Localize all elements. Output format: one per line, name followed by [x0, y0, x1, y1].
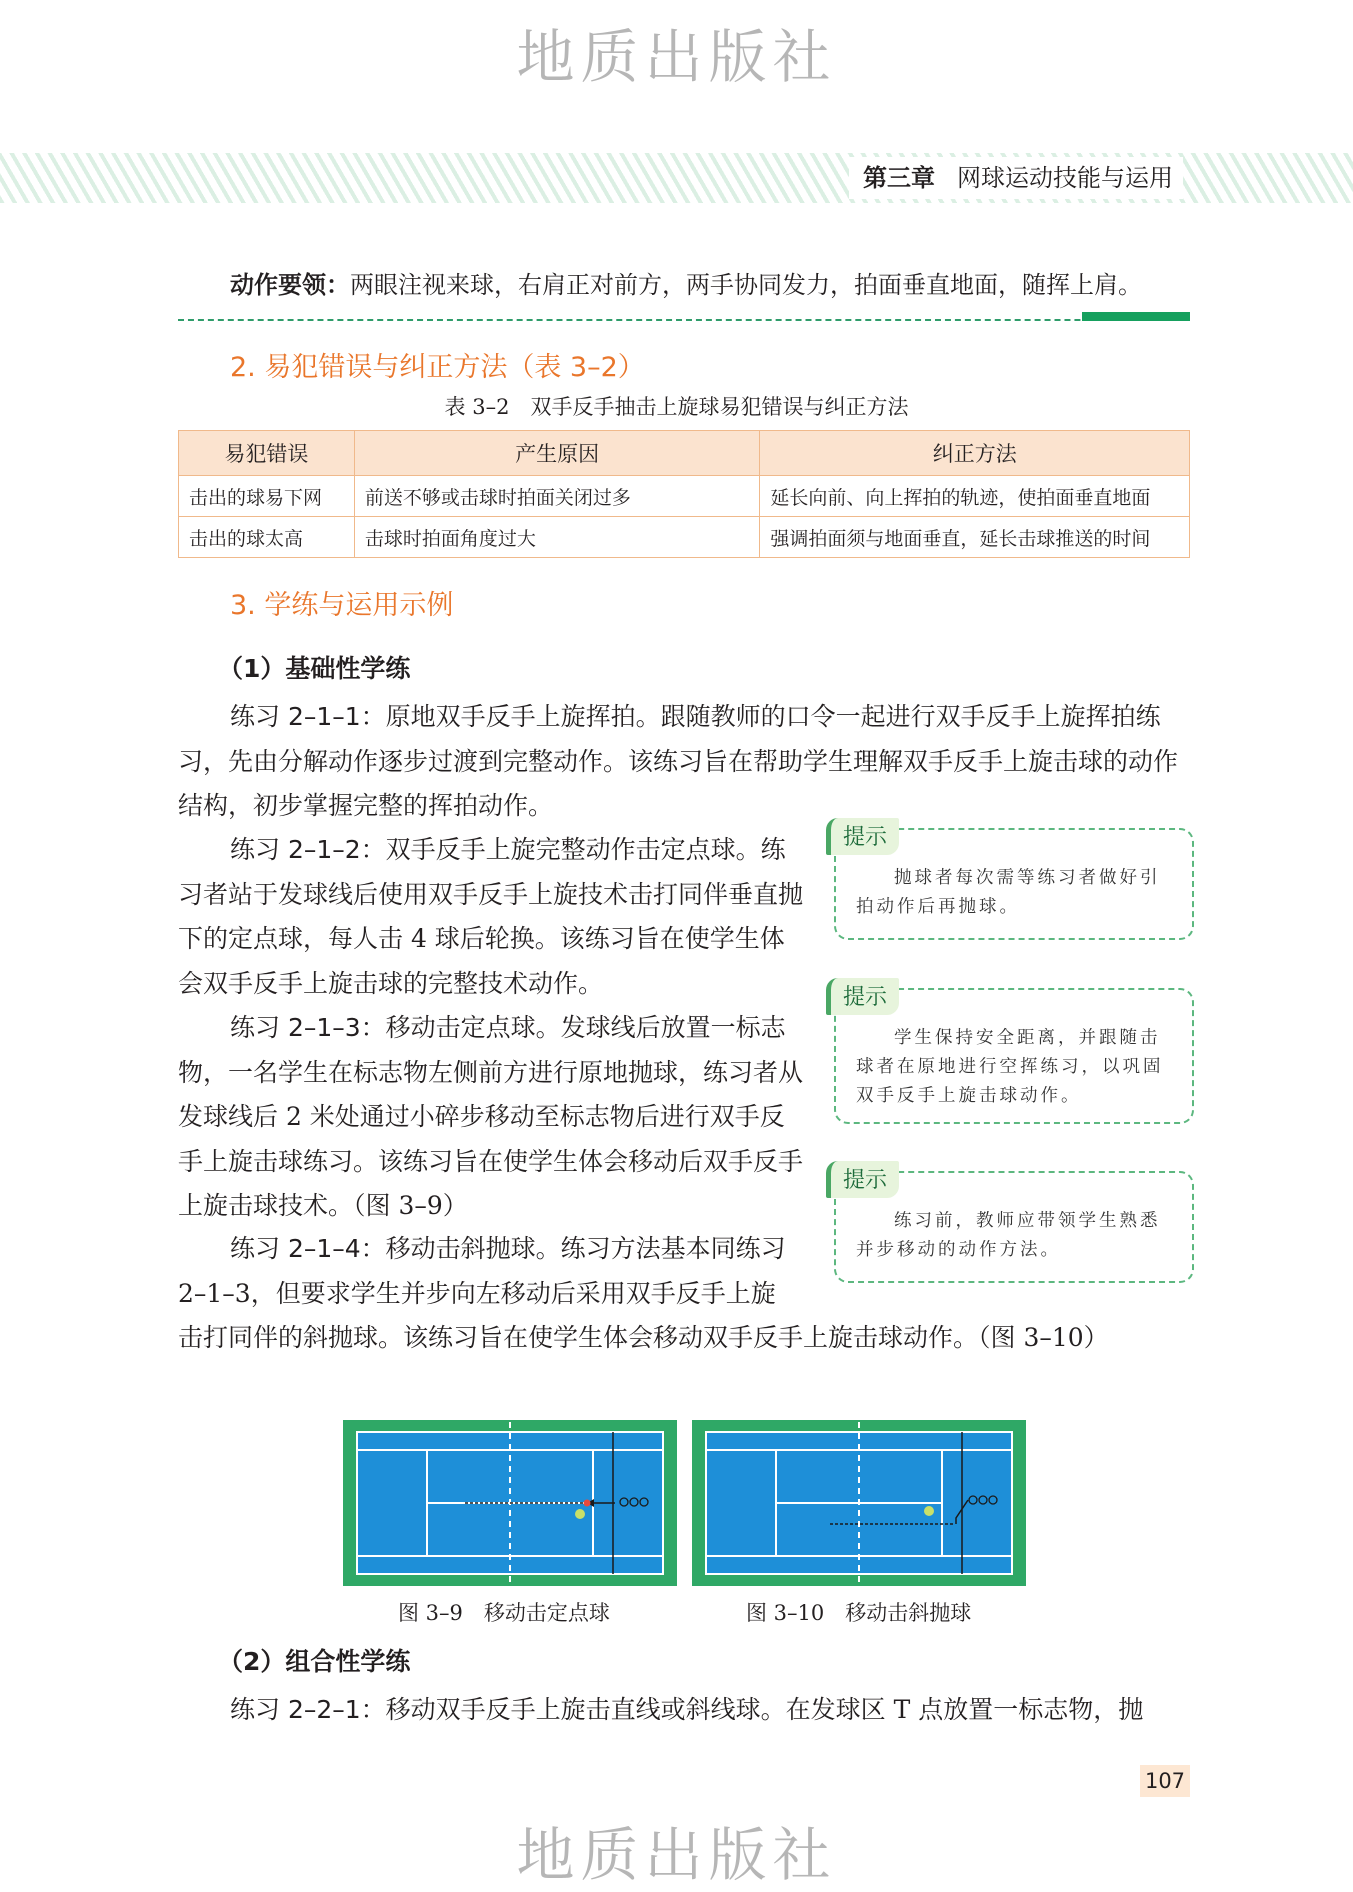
chapter-header	[849, 157, 1183, 199]
court-figure-3-10	[692, 1420, 1026, 1586]
tip-box-2	[834, 985, 1194, 1124]
exercise-title: 练习 2–2–1：移动双手反手上旋击直线或斜线球。	[230, 1695, 786, 1724]
exercise-text: 在发球区 T 点放置一标志物，抛	[785, 1695, 1144, 1724]
tip-text: 抛球者每次需等练习者做好引拍动作后再抛球。	[856, 868, 1161, 917]
table-header-cell: 纠正方法	[760, 431, 1190, 476]
tip-box-3	[834, 1168, 1194, 1283]
tip-label: 提示	[826, 818, 899, 855]
table-cell: 强调拍面须与地面垂直，延长击球推送的时间	[760, 517, 1190, 558]
table-cell: 击出的球太高	[179, 517, 355, 558]
tip-label: 提示	[826, 1161, 899, 1198]
watermark-bottom: 地质出版社	[516, 1821, 837, 1889]
watermark-top: 地质出版社	[516, 23, 837, 91]
table-cell: 击球时拍面角度过大	[354, 517, 760, 558]
section-heading-errors: 2. 易犯错误与纠正方法（表 3–2）	[230, 352, 645, 383]
tip-label: 提示	[826, 978, 899, 1015]
table-cell: 击出的球易下网	[179, 476, 355, 517]
table-row	[179, 476, 1190, 517]
court-figure-3-9	[343, 1420, 677, 1586]
table-caption: 表 3–2 双手反手抽击上旋球易犯错误与纠正方法	[444, 395, 909, 419]
table-header-row	[179, 431, 1190, 476]
tennis-ball	[924, 1506, 934, 1516]
chapter-title: 网球运动技能与运用	[957, 164, 1173, 192]
exercise-paragraph	[178, 1688, 1190, 1733]
figure-caption-3-9: 图 3–9 移动击定点球	[398, 1601, 610, 1625]
exercise-text: 跟随教师的口令一起进行双手反手上旋挥拍练习，先由分解动作逐步过渡到完整动作。该练习旨在帮助学生理解双手反手上旋击球的动作结构，初步掌握完整的挥拍动作。	[178, 702, 1179, 820]
exercise-block-1	[178, 695, 1190, 829]
exercise-text: 练习者站于发球线后使用双手反手上旋技术击打同伴垂直抛下的定点球，每人击 4 球后轮换。该练习旨在使学生体会双手反手上旋击球的完整技术动作。	[178, 835, 804, 998]
exercise-title: 练习 2–1–1：原地双手反手上旋挥拍。	[230, 702, 661, 731]
tip-text: 练习前，教师应带领学生熟悉并步移动的动作方法。	[856, 1211, 1161, 1260]
table-row	[179, 517, 1190, 558]
essentials-text: 两眼注视来球，右肩正对前方，两手协同发力，拍面垂直地面，随挥上肩。	[350, 271, 1142, 299]
subheading-combo: （2）组合性学练	[218, 1647, 411, 1676]
chapter-number: 第三章	[863, 164, 935, 192]
essentials-label: 动作要领：	[230, 271, 350, 299]
tennis-ball	[575, 1509, 585, 1519]
subheading-basic: （1）基础性学练	[218, 654, 411, 683]
exercise-text: 练习方法基本同练习 2–1–3，但要求学生并步向左移动后采用双手反手上旋击打同伴的斜抛球。该练习旨在使学生体会移动双手反手上旋击球动作。（图 3–10）	[178, 1234, 1109, 1352]
action-essentials	[230, 265, 1142, 300]
table-header-cell: 易犯错误	[179, 431, 355, 476]
exercise-paragraph	[178, 695, 1190, 829]
marker-cone	[584, 1500, 591, 1507]
tip-box-1	[834, 825, 1194, 940]
table-cell: 前送不够或击球时拍面关闭过多	[354, 476, 760, 517]
exercise-title: 练习 2–1–4：移动击斜抛球。	[230, 1234, 561, 1263]
error-table	[178, 430, 1190, 558]
tip-text: 学生保持安全距离，并跟随击球者在原地进行空挥练习，以巩固双手反手上旋击球动作。	[856, 1028, 1164, 1106]
figure-caption-3-10: 图 3–10 移动击斜抛球	[746, 1601, 972, 1625]
exercise-text: 发球线后放置一标志物，一名学生在标志物左侧前方进行原地抛球，练习者从发球线后 2 米处通过小碎步移动至标志物后进行双手反手上旋击球练习。该练习旨在使学生体会移动后双手反手上旋击球技术。（图 3–9）	[178, 1013, 804, 1220]
exercise-paragraph	[178, 828, 808, 1006]
table-cell: 延长向前、向上挥拍的轨迹，使拍面垂直地面	[760, 476, 1190, 517]
exercise-block-combo	[178, 1688, 1190, 1733]
exercise-title: 练习 2–1–3：移动击定点球。	[230, 1013, 561, 1042]
dashed-divider	[178, 319, 1190, 321]
section-heading-practice: 3. 学练与运用示例	[230, 590, 454, 621]
exercise-paragraph	[178, 1006, 808, 1229]
table-header-cell: 产生原因	[354, 431, 760, 476]
divider-accent	[1082, 312, 1190, 321]
page-number: 107	[1140, 1765, 1190, 1797]
exercise-column	[178, 828, 808, 1229]
exercise-title: 练习 2–1–2：双手反手上旋完整动作击定点球。	[230, 835, 761, 864]
